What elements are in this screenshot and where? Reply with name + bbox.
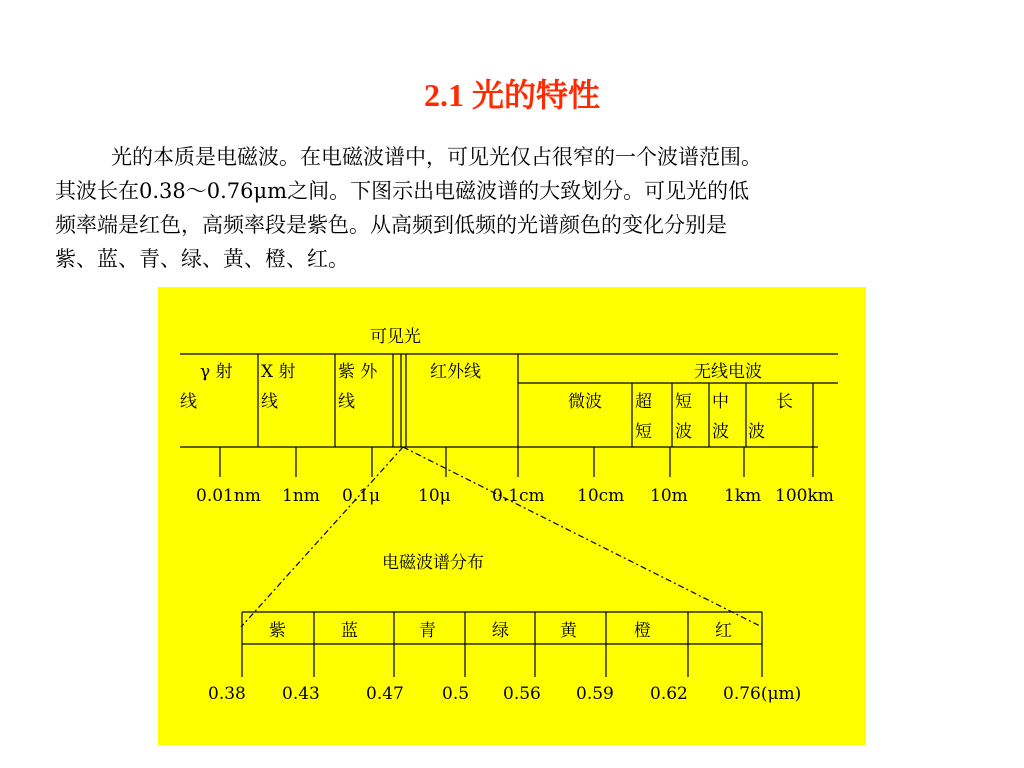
band-label-ultrashort: 超: [635, 392, 652, 412]
band-label-uv: 线: [338, 392, 355, 412]
band-label-long: 长: [776, 392, 793, 412]
paragraph-line: 光的本质是电磁波。在电磁波谱中，可见光仅占很窄的一个波谱范围。: [111, 145, 762, 169]
band-label-xray: X 射: [261, 362, 296, 382]
scale-label: 0.1μ: [342, 486, 381, 506]
band-label-short: 短: [675, 392, 692, 412]
color-label: 青: [419, 621, 436, 641]
scale-label: 1nm: [282, 486, 320, 506]
scale-label: 100km: [775, 486, 834, 506]
body-paragraph: [55, 140, 985, 276]
scale-label: 10μ: [418, 486, 451, 506]
slide-title: 2.1 光的特性: [423, 77, 600, 113]
band-label-microwave: 微波: [568, 392, 602, 412]
color-label: 黄: [560, 621, 577, 641]
scale-label: 10m: [650, 486, 688, 506]
wavelength-label: 0.56: [503, 684, 541, 704]
wavelength-label: 0.62: [650, 684, 688, 704]
wavelength-label: 0.38: [208, 684, 246, 704]
figure-caption: 电磁波谱分布: [382, 553, 484, 573]
scale-label: 10cm: [577, 486, 625, 506]
band-label-medium: 波: [712, 422, 729, 442]
band-label-ir: 红外线: [430, 362, 481, 382]
band-label-long: 波: [748, 422, 765, 442]
wavelength-label: 0.76(μm): [723, 684, 802, 704]
band-label-uv: 紫 外: [338, 362, 378, 382]
band-label-gamma: 线: [180, 392, 197, 412]
zoom-line-left: [241, 447, 403, 627]
band-label-radio: 无线电波: [694, 362, 762, 382]
band-label-xray: 线: [261, 392, 278, 412]
spectrum-diagram: [158, 287, 866, 745]
wavelength-label: 0.43: [282, 684, 320, 704]
color-label: 橙: [634, 621, 651, 641]
band-label-medium: 中: [712, 392, 729, 412]
wavelength-label: 0.59: [576, 684, 614, 704]
band-label-gamma: γ 射: [200, 362, 233, 382]
wavelength-label: 0.47: [366, 684, 404, 704]
paragraph-line: 紫、蓝、青、绿、黄、橙、红。: [55, 247, 349, 271]
spectrum-figure: [158, 287, 866, 745]
paragraph-line: 其波长在0.38～0.76μm之间。下图示出电磁波谱的大致划分。可见光的低: [55, 179, 750, 203]
color-label: 蓝: [341, 621, 358, 641]
wavelength-label: 0.5: [442, 684, 470, 704]
color-label: 绿: [492, 621, 509, 641]
visible-light-label: 可见光: [370, 327, 421, 347]
color-label: 红: [715, 621, 732, 641]
zoom-line-right: [403, 447, 762, 627]
scale-label: 1km: [724, 486, 762, 506]
color-label: 紫: [269, 621, 286, 641]
band-label-ultrashort: 短: [635, 422, 652, 442]
paragraph-line: 频率端是红色，高频率段是紫色。从高频到低频的光谱颜色的变化分别是: [55, 213, 727, 237]
scale-label: 0.1cm: [492, 486, 545, 506]
scale-label: 0.01nm: [196, 486, 261, 506]
band-label-short: 波: [675, 422, 692, 442]
